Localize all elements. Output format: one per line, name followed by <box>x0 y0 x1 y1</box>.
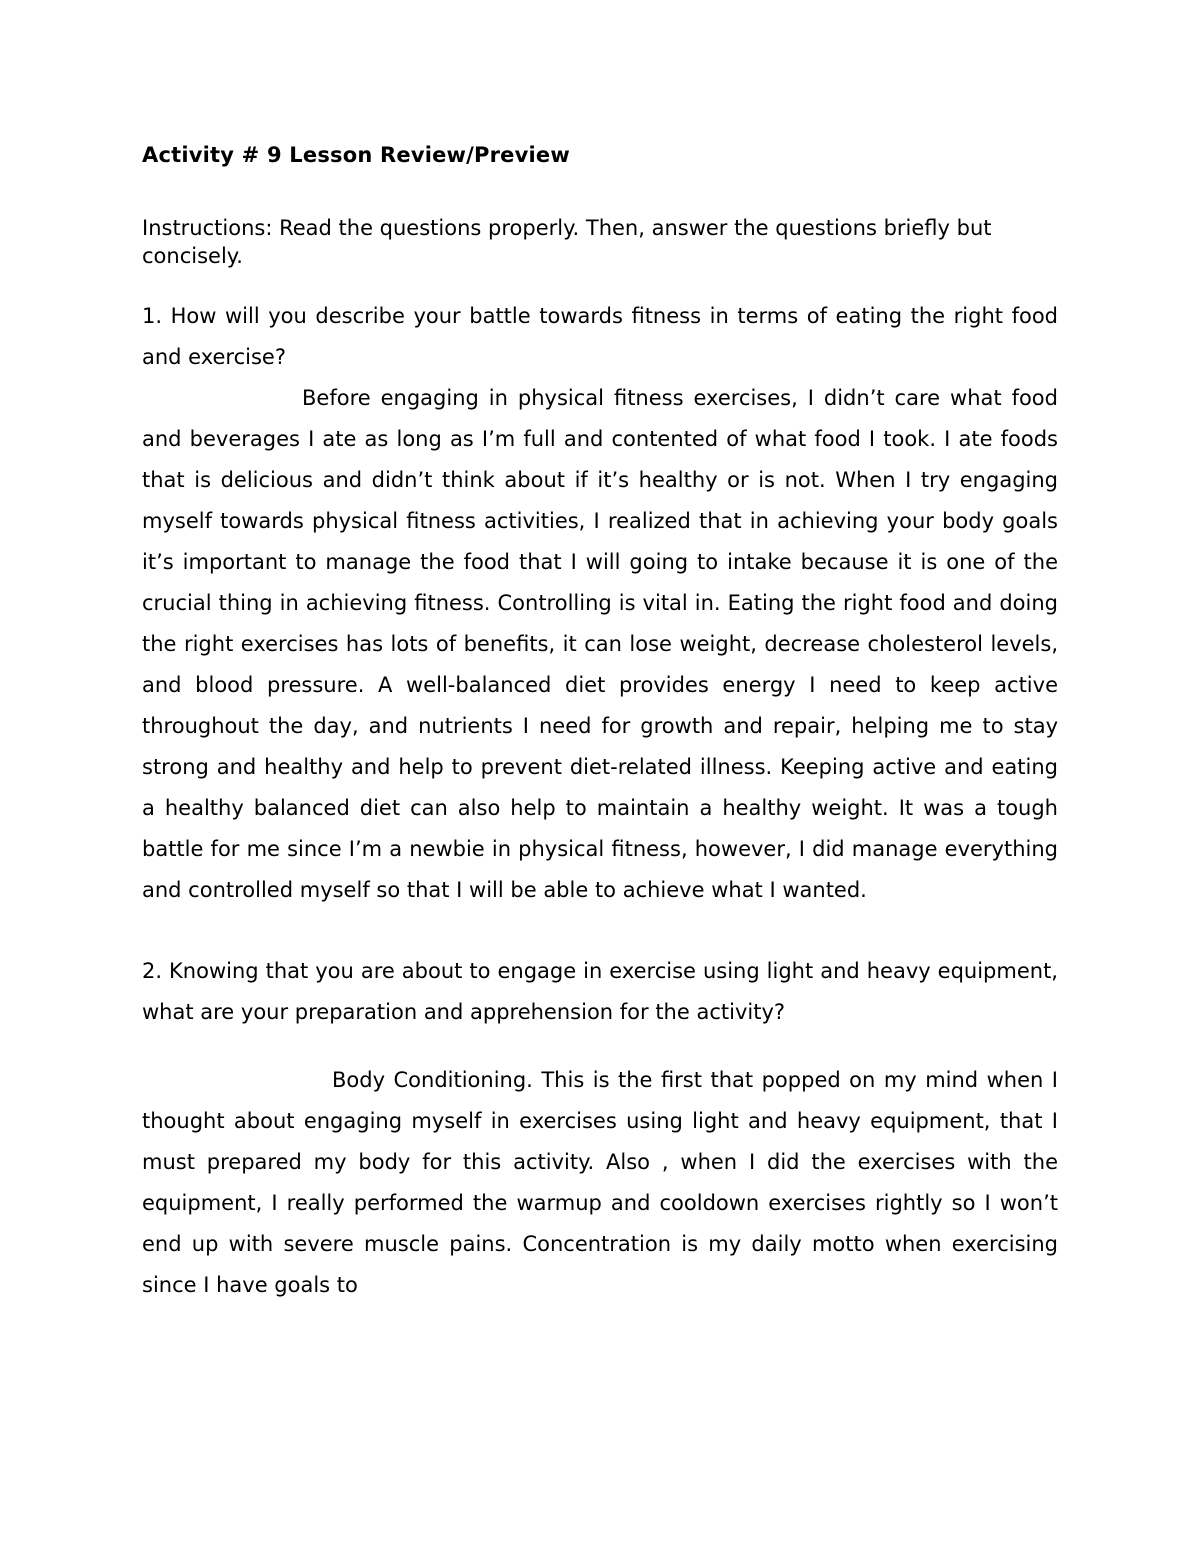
document-body <box>142 140 1058 1306</box>
document-title: Activity # 9 Lesson Review/Preview <box>142 143 570 167</box>
instructions-text: Instructions: Read the questions properly. Then, answer the questions briefly but concisely. <box>142 216 992 268</box>
answer-1: Before engaging in physical fitness exercises, I didn’t care what food and beverages I ate as long as I’m full and contented of what food I took. I ate foods that is delicious and didn’t think about if it’s healthy or is not. When I try engaging myself towards physical fitness activities, I realized that in achieving your body goals it’s important to manage the food that I will going to intake because it is one of the crucial thing in achieving fitness. Controlling is vital in. Eating the right food and doing the right exercises has lots of benefits, it can lose weight, decrease cholesterol levels, and blood pressure. A well-balanced diet provides energy I need to keep active throughout the day, and nutrients I need for growth and repair, helping me to stay strong and healthy and help to prevent diet-related illness. Keeping active and eating a healthy balanced diet can also help to maintain a healthy weight. It was a tough battle for me since I’m a newbie in physical fitness, however, I did manage everything and controlled myself so that I will be able to achieve what I wanted. <box>142 386 1058 902</box>
answer-2: Body Conditioning. This is the first that popped on my mind when I thought about engaging myself in exercises using light and heavy equipment, that I must prepared my body for this activity. Also , when I did the exercises with the equipment, I really performed the warmup and cooldown exercises rightly so I won’t end up with severe muscle pains. Concentration is my daily motto when exercising since I have goals to <box>142 1068 1058 1297</box>
question-2: 2. Knowing that you are about to engage in exercise using light and heavy equipment, what are your preparation and apprehension for the activity? <box>142 959 1058 1024</box>
question-1: 1. How will you describe your battle towards fitness in terms of eating the right food and exercise? <box>142 304 1058 369</box>
